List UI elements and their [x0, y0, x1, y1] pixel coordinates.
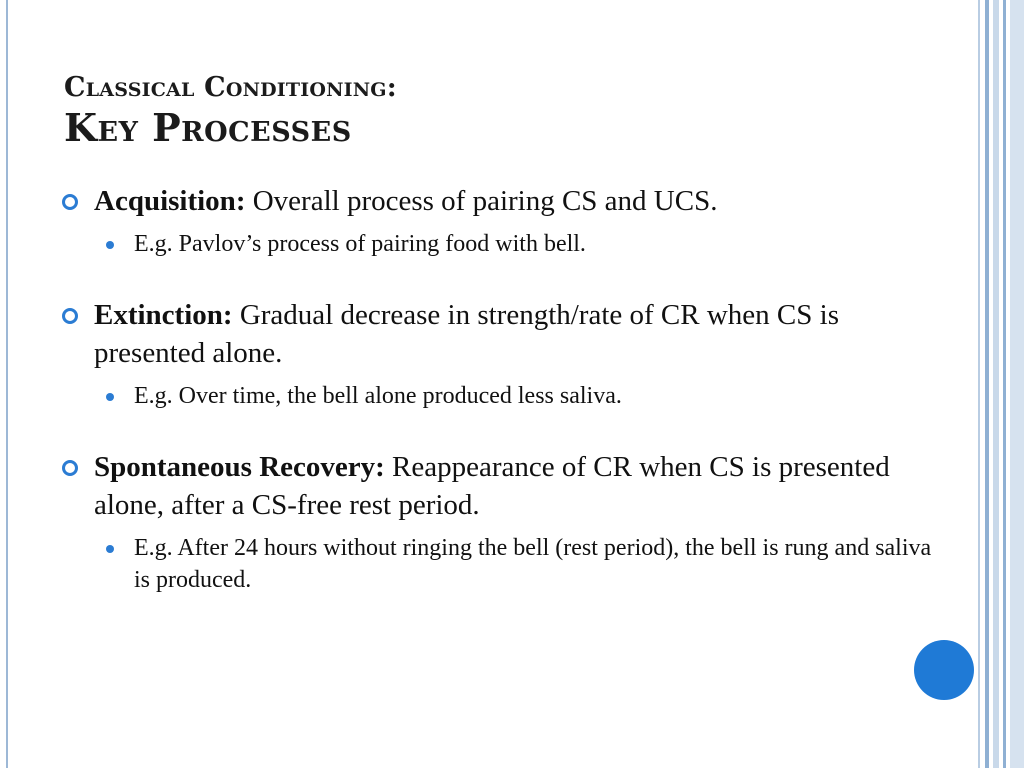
sub-bullet-example	[106, 228, 942, 260]
ring-bullet-icon	[62, 194, 78, 210]
bullet-point-extinction	[62, 296, 942, 372]
right-stripe	[1010, 0, 1024, 768]
spacer	[62, 412, 942, 448]
sub-bullet-example	[106, 380, 942, 412]
title-line-1: Classical Conditioning:	[64, 72, 397, 103]
dot-bullet-icon	[106, 393, 114, 401]
term-label: Acquisition:	[94, 185, 246, 217]
slide-title	[64, 70, 944, 150]
term-label: Extinction:	[94, 299, 233, 331]
term-definition: Overall process of pairing CS and UCS.	[245, 185, 718, 217]
bullet-point-acquisition	[62, 182, 942, 220]
ring-bullet-icon	[62, 308, 78, 324]
dot-bullet-icon	[106, 545, 114, 553]
example-text: E.g. Pavlov’s process of pairing food with bell.	[134, 231, 586, 257]
term-definition: Gradual decrease in strength/rate of CR when CS is presented alone.	[94, 299, 839, 369]
term-label: Spontaneous Recovery:	[94, 451, 385, 483]
blue-circle-icon	[914, 640, 974, 700]
term-definition: Reappearance of CR when CS is presented alone, after a CS-free rest period.	[94, 451, 890, 521]
right-stripe	[978, 0, 980, 768]
ring-bullet-icon	[62, 460, 78, 476]
spacer	[62, 260, 942, 296]
example-text: E.g. After 24 hours without ringing the bell (rest period), the bell is rung and saliva is produced.	[134, 535, 932, 593]
left-frame-line	[6, 0, 8, 768]
title-line-2: Key Processes	[64, 105, 352, 150]
right-stripe	[993, 0, 999, 768]
right-stripe	[985, 0, 989, 768]
bullet-list	[62, 182, 942, 596]
example-text: E.g. Over time, the bell alone produced less saliva.	[134, 383, 622, 409]
bullet-point-spontaneous-recovery	[62, 448, 942, 524]
sub-bullet-example	[106, 532, 942, 596]
dot-bullet-icon	[106, 241, 114, 249]
right-stripe	[1003, 0, 1006, 768]
